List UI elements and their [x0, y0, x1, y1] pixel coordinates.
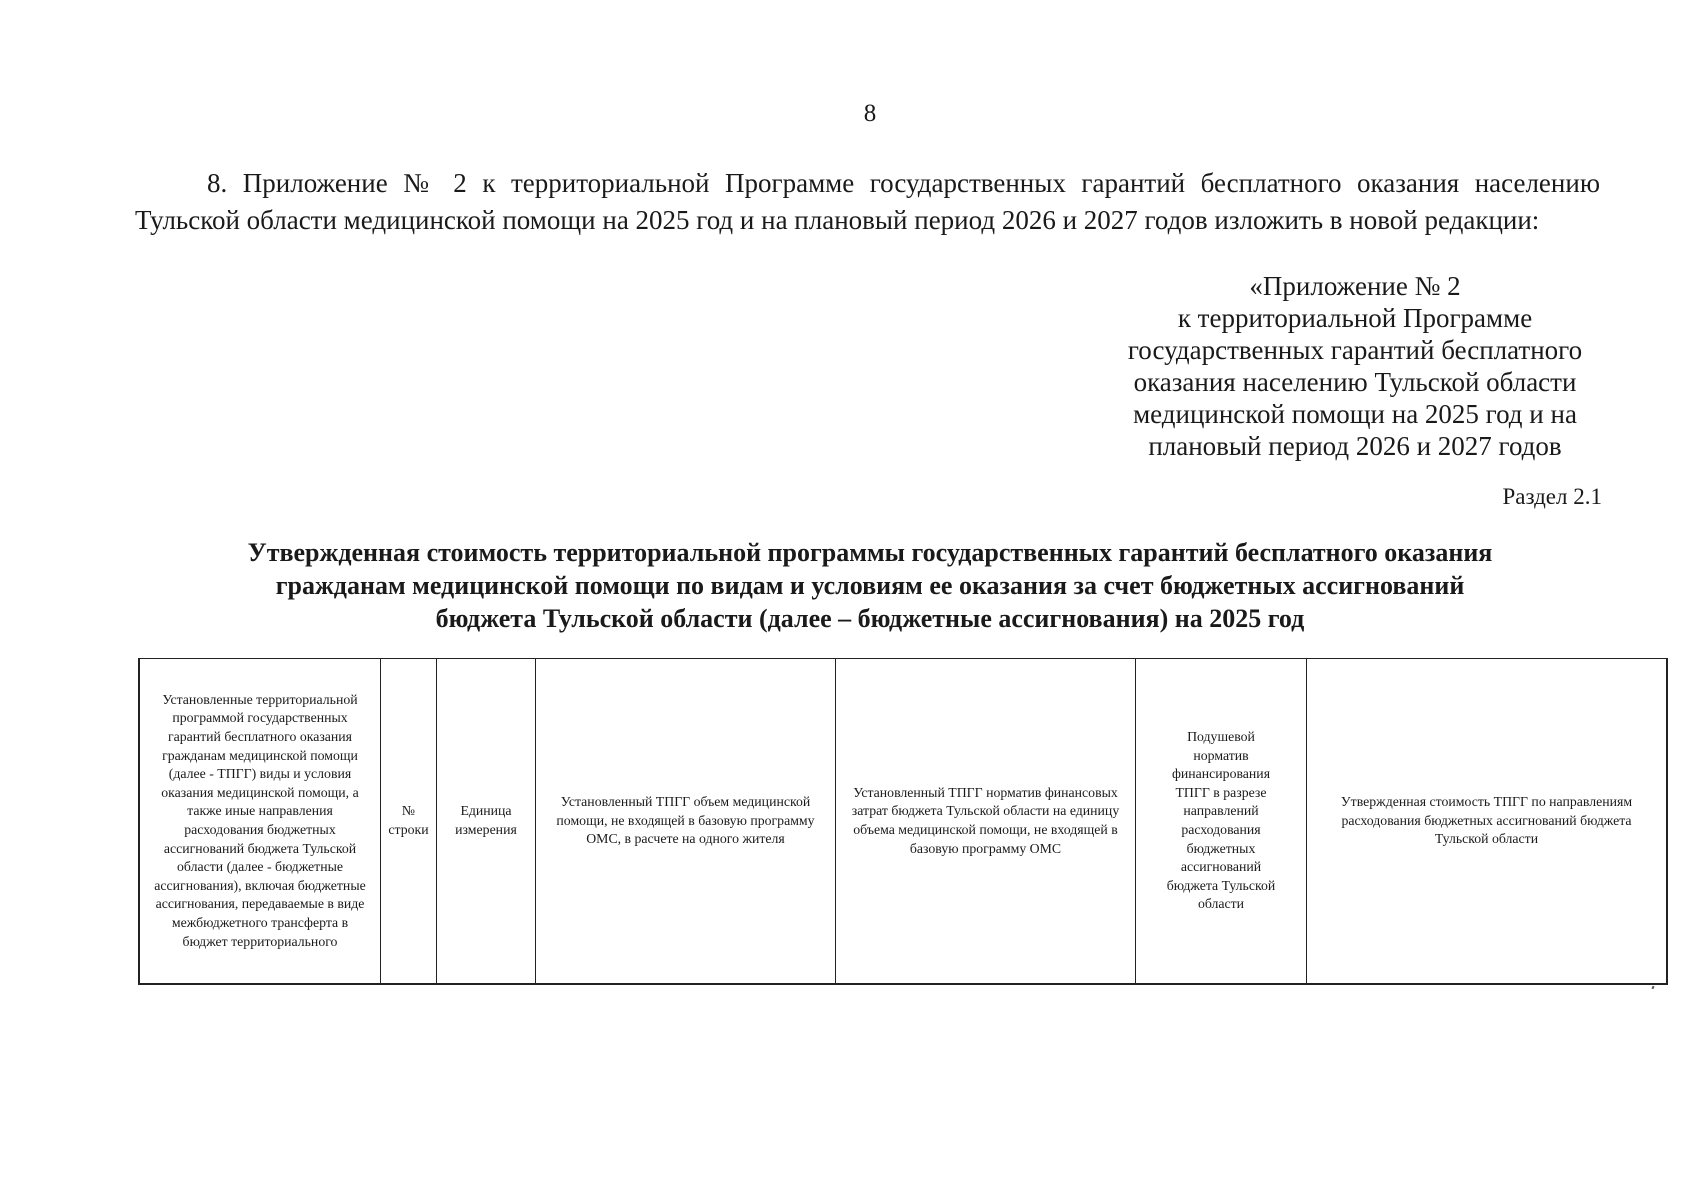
annex-line: государственных гарантий бесплатного: [1127, 335, 1583, 365]
section-label: Раздел 2.1: [1502, 484, 1602, 509]
title-line: Утвержденная стоимость территориальной программы государственных гарантий бесплатного оказания: [247, 538, 1493, 567]
cost-table: [138, 658, 1668, 985]
scan-speck: [1651, 986, 1654, 990]
header-conditions-text: Установленные территориальной программой государственных гарантий бесплатного оказания гражданам медицинской помощи (далее - ТПГГ) виды и условия оказания медицинской помощи, а также иные направления расходования бюджетных ассигнований бюджета Тульской области (далее - бюджетные ассигнования), включая бюджетные ассигнования, передаваемые в виде межбюджетного трансферта в бюджет территориального: [154, 691, 366, 949]
header-cell-volume: [536, 659, 836, 983]
title-line: гражданам медицинской помощи по видам и условиям ее оказания за счет бюджетных ассигнований: [275, 571, 1465, 600]
header-row-number-text: № строки: [388, 803, 429, 837]
header-cell-row-number: [381, 659, 437, 983]
annex-line: к территориальной Программе: [1177, 303, 1533, 333]
header-per-capita-text: Подушевой норматив финансирования ТПГГ в разрезе направлений расходования бюджетных ассигнований бюджета Тульской области: [1166, 729, 1276, 912]
header-unit-text: Единица измерения: [455, 803, 517, 837]
annex-line: медицинской помощи на 2025 год и на: [1133, 399, 1577, 429]
intro-paragraph: 8. Приложение № 2 к территориальной Программе государственных гарантий бесплатного оказания населению Тульской области медицинской помощи на 2025 год и на плановый период 2026 и 2027 годов изложить в новой редакции:: [135, 168, 1600, 235]
annex-line: «Приложение № 2: [1249, 271, 1461, 301]
header-cell-total: [1307, 659, 1666, 983]
header-cost-norm-text: Установленный ТПГГ норматив финансовых затрат бюджета Тульской области на единицу объема медицинской помощи, не входящей в базовую программу ОМС: [851, 784, 1120, 856]
header-volume-text: Установленный ТПГГ объем медицинской помощи, не входящей в базовую программу ОМС, в расчете на одного жителя: [556, 794, 815, 847]
page-number: 8: [863, 100, 877, 127]
annex-line: плановый период 2026 и 2027 годов: [1148, 431, 1562, 461]
title-line: бюджета Тульской области (далее – бюджетные ассигнования) на 2025 год: [435, 604, 1305, 633]
header-cell-per-capita: [1136, 659, 1307, 983]
annex-reference: [1110, 270, 1600, 462]
annex-line: оказания населению Тульской области: [1133, 367, 1577, 397]
header-cell-unit: [437, 659, 536, 983]
header-cell-cost-norm: [836, 659, 1136, 983]
header-total-text: Утвержденная стоимость ТПГГ по направлениям расходования бюджетных ассигнований бюджета Тульской области: [1340, 794, 1633, 847]
document-title: [150, 536, 1590, 635]
header-cell-conditions: [140, 659, 381, 983]
